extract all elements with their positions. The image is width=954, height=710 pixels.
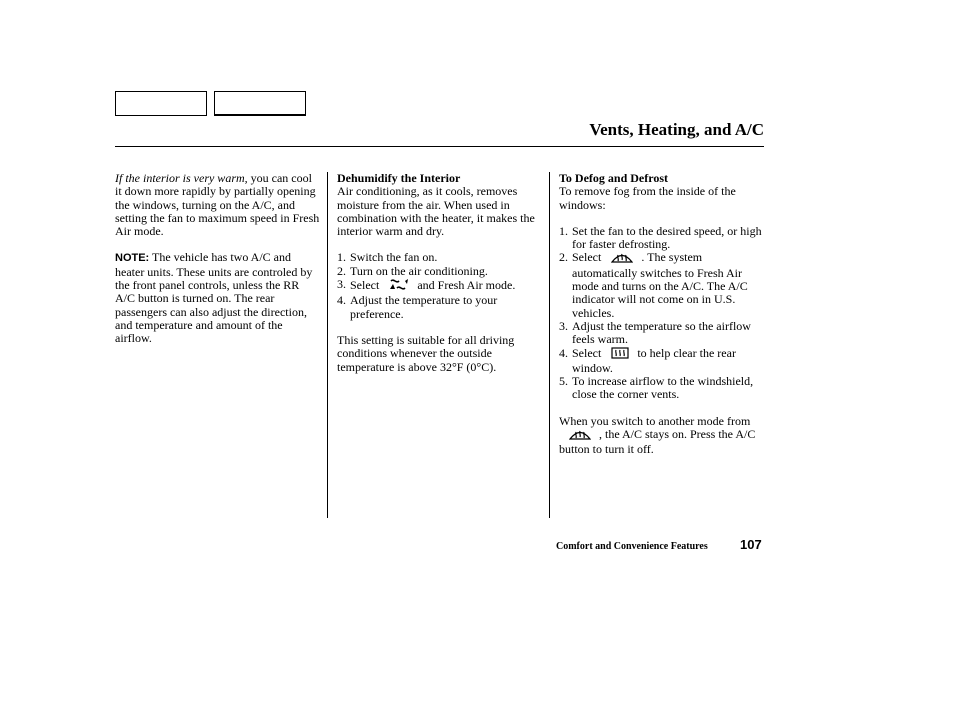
page-number: 107	[740, 537, 762, 552]
intro-italic: If the interior is very warm,	[115, 171, 248, 185]
note-text: The vehicle has two A/C and heater units. These units are controled by the front panel controls, unless the RR A/C button is turned on. The rear passengers can also adjust the direction, and temperature and amount of the airflow.	[115, 250, 313, 346]
list-item: 3. Adjust the temperature so the airflow feels warm.	[559, 318, 751, 347]
list-item: 1. Switch the fan on.	[337, 250, 438, 265]
nav-tab-box-2[interactable]	[214, 91, 306, 116]
dehumidify-heading: Dehumidify the Interior	[337, 171, 461, 185]
header-rule	[115, 146, 764, 147]
list-item: 4. Select to help clear the rear window.	[559, 345, 736, 375]
list-item: 2. Select . The system automatically switches to Fresh Air mode and turns on the A/C. The A/C indicator will not come on in U.S. vehicles.	[559, 250, 748, 320]
column-right	[559, 172, 765, 457]
front-defrost-icon	[569, 428, 591, 443]
note-label: NOTE:	[115, 252, 150, 265]
dehumidify-steps	[337, 251, 544, 320]
list-item: 1. Set the fan to the desired speed, or high for faster defrosting.	[559, 223, 762, 252]
note-paragraph	[115, 251, 321, 345]
list-item: 4. Adjust the temperature to your preference.	[337, 293, 498, 321]
intro-text: you can cool it down more rapidly by partially opening the windows, turning on the A/C, and setting the fan to maximum speed in Fresh Air mode.	[115, 171, 320, 239]
dehumidify-intro: Air conditioning, as it cools, removes moisture from the air. When used in combination with the heater, it makes the interior warm and dry.	[337, 184, 535, 239]
intro-paragraph	[115, 172, 321, 238]
column-divider-2	[549, 172, 550, 518]
defog-heading: To Defog and Defrost	[559, 171, 669, 185]
front-defrost-icon	[611, 251, 633, 266]
list-item: 5. To increase airflow to the windshield, close the corner vents.	[559, 374, 754, 402]
dehumidify-outro: This setting is suitable for all driving conditions whenever the outside temperature is above 32°F (0°C).	[337, 332, 515, 374]
defog-steps	[559, 225, 765, 402]
list-item: 3. Select and Fresh Air mode.	[337, 278, 544, 294]
footer-section-label: Comfort and Convenience Features	[556, 541, 708, 552]
list-item: 2. Turn on the air conditioning.	[337, 263, 488, 278]
column-divider-1	[327, 172, 328, 518]
column-left	[115, 172, 321, 346]
rear-defrost-icon	[611, 347, 629, 362]
defog-outro: When you switch to another mode from, the A/C stays on. Press the A/C button to turn it off.	[559, 413, 756, 457]
recirculation-icon	[389, 278, 409, 294]
column-middle	[337, 172, 544, 374]
nav-tab-box-1[interactable]	[115, 91, 207, 116]
defog-intro: To remove fog from the inside of the windows:	[559, 184, 736, 212]
page-title: Vents, Heating, and A/C	[589, 120, 764, 139]
